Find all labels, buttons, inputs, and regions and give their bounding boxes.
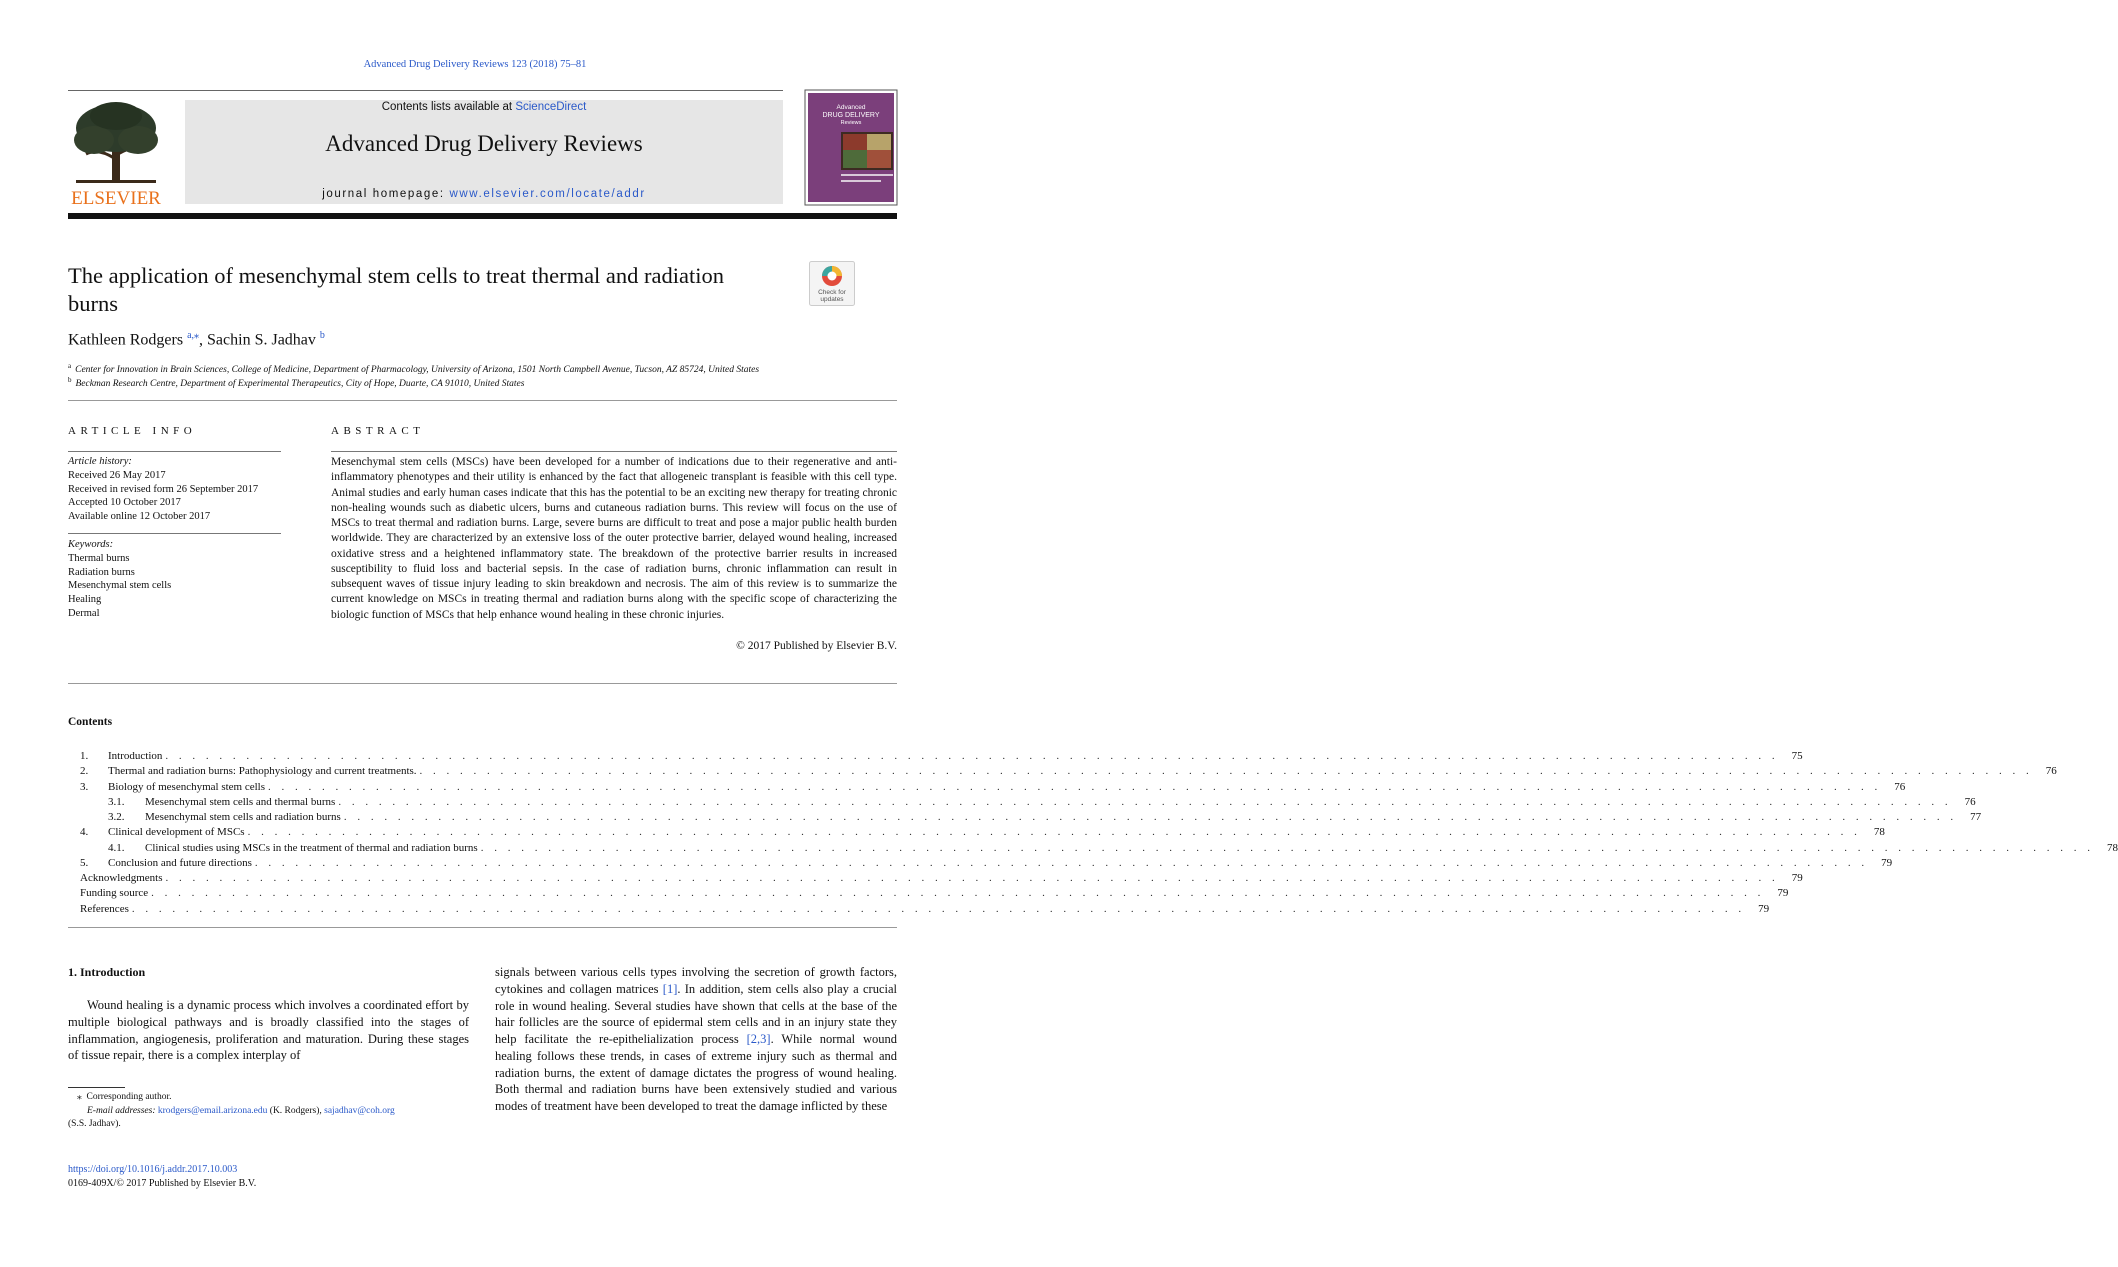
abstract-copyright: © 2017 Published by Elsevier B.V. [736,640,897,652]
reference-link[interactable]: [1] [662,981,678,996]
toc-entry[interactable] [80,841,2118,857]
toc-title[interactable]: Funding source [80,887,149,900]
email-owner: (K. Rodgers), [267,1105,325,1116]
toc-page: 78 [1873,826,1885,839]
section-divider [68,683,897,684]
toc-title[interactable]: Biology of mesenchymal stem cells [108,780,266,793]
keyword: Healing [68,594,102,606]
email-link[interactable]: krodgers@email.arizona.edu [157,1105,268,1116]
sciencedirect-link[interactable]: ScienceDirect [515,101,587,113]
journal-cover[interactable] [805,90,897,205]
corresponding-author-note: ⁎ Corresponding author. [77,1092,172,1102]
toc-number: 4.1. [108,841,125,854]
homepage-link[interactable]: www.elsevier.com/locate/addr [449,188,646,200]
article-history [68,455,258,524]
toc-leader: . . . . . . . . . . . . . . . . . . . . . . . . . . . . . . . . . . . . . . . . . . . . . . . . . . . . . . . . . . . . . . . . . . . . . . . . . . . . . . . . . . . . . . . . . . . . . . . . . . . . . . . . . . . . . . . . . . . . . . . . [480,841,2094,854]
elsevier-wordmark: ELSEVIER [71,188,161,209]
toc-page: 76 [1894,780,1906,793]
toc-entry[interactable] [80,750,1803,765]
toc-number: 4. [80,826,89,839]
abstract-heading: ABSTRACT [331,425,425,437]
article-info-rule [68,533,281,534]
toc-page: 79 [1777,887,1789,900]
toc-title[interactable]: Conclusion and future directions [108,856,252,869]
body-text-segment: . In addition, stem cells also play a crucial role in wound healing. Several studies have shown that cells at the base of the hair follicles are the source of epidermal stem cells and in an injury state they help facilitate the re-epithelialization process [495,981,897,1046]
cover-line-3: Reviews [840,120,862,126]
toc-leader: . . . . . . . . . . . . . . . . . . . . . . . . . . . . . . . . . . . . . . . . . . . . . . . . . . . . . . . . . . . . . . . . . . . . . . . . . . . . . . . . . . . . . . . . . . . . . . . . . . . . . . . . . . . . . . . . . . . . . . . . [419,765,2033,778]
introduction-paragraph-continued [495,964,897,1115]
toc-page: 78 [2106,841,2118,854]
reference-link[interactable]: [2,3] [746,1032,771,1046]
header-thick-rule [68,213,897,219]
toc-number: 3.2. [108,811,125,823]
article-title: The application of mesenchymal stem cells to treat thermal and radiation burns [68,263,725,316]
doi-link[interactable]: https://doi.org/10.1016/j.addr.2017.10.003 [68,1164,238,1175]
toc-title[interactable]: Clinical development of MSCs [108,826,245,839]
toc-entry[interactable] [80,826,1885,841]
cover-line-2: DRUG DELIVERY [822,112,880,119]
affiliation-label: a [68,362,72,370]
toc-entry[interactable] [80,811,1982,826]
author-affiliation-mark[interactable]: a,⁎ [187,330,200,341]
section-divider [68,400,897,401]
toc-page: 79 [1791,872,1803,884]
cover-line-1: Advanced [836,104,866,111]
doi-block [68,1163,256,1191]
history-item: Accepted 10 October 2017 [68,497,181,509]
toc-title[interactable]: Clinical studies using MSCs in the treatment of thermal and radiation burns [145,841,478,854]
issn-copyright: 0169-409X/© 2017 Published by Elsevier B.V. [68,1178,257,1189]
keyword: Thermal burns [68,552,130,564]
toc-page: 77 [1970,811,1982,823]
toc-number: 5. [80,856,89,869]
journal-citation[interactable]: Advanced Drug Delivery Reviews 123 (2018) 75–81 [363,59,587,70]
toc-page: 75 [1791,750,1803,762]
toc-entry[interactable] [80,780,1906,796]
affiliation-text: Beckman Research Centre, Department of Experimental Therapeutics, City of Hope, Duarte, CA 91010, United States [75,379,525,390]
keywords [68,538,171,621]
author-affiliation-mark[interactable]: b [319,330,325,341]
introduction-paragraph: Wound healing is a dynamic process which involves a coordinated effort by multiple biological pathways and is broadly classified into the stages of inflammation, angiogenesis, proliferation and maturation. During these stages of tissue repair, there is a complex interplay of [68,998,469,1063]
history-item: Received 26 May 2017 [68,469,166,481]
section-divider [68,927,897,928]
history-label: Article history: [68,456,132,467]
affiliation-b [68,376,524,389]
keywords-label: Keywords: [68,539,114,550]
journal-title: Advanced Drug Delivery Reviews [325,131,643,156]
history-item: Available online 12 October 2017 [68,511,211,523]
keyword: Dermal [68,607,100,619]
check-updates-line-2: updates [820,296,844,303]
toc-number: 3. [80,780,89,793]
toc-number: 3.1. [108,795,125,808]
toc-entry[interactable] [80,902,1770,918]
toc-title[interactable]: Introduction [108,750,163,762]
email-label: E-mail addresses: [87,1105,158,1116]
author-list [68,330,325,349]
check-updates-line-1: Check for [818,289,846,296]
introduction-heading: 1. Introduction [68,965,146,979]
toc-entry[interactable] [80,795,1976,811]
footnote-rule [68,1087,125,1088]
toc-page: 79 [1758,902,1770,915]
contents-heading: Contents [68,716,113,728]
toc-entry[interactable] [80,872,1803,887]
toc-leader: . . . . . . . . . . . . . . . . . . . . . . . . . . . . . . . . . . . . . . . . . . . . . . . . . . . . . . . . . . . . . . . . . . . . . . . . . . . . . . . . . . . . . . . . . . . . . . . . . . . . . . . . . . . . . . . . . . . . . . . . [254,856,1869,869]
author-separator: , [199,331,208,349]
toc-title[interactable]: Acknowledgments [80,872,163,884]
toc-leader: . . . . . . . . . . . . . . . . . . . . . . . . . . . . . . . . . . . . . . . . . . . . . . . . . . . . . . . . . . . . . . . . . . . . . . . . . . . . . . . . . . . . . . . . . . . . . . . . . . . . . . . . . . . . . . . . . . . . . . . . [165,872,1779,884]
keyword: Radiation burns [68,566,135,578]
toc-number: 1. [80,750,89,762]
toc-leader: . . . . . . . . . . . . . . . . . . . . . . . . . . . . . . . . . . . . . . . . . . . . . . . . . . . . . . . . . . . . . . . . . . . . . . . . . . . . . . . . . . . . . . . . . . . . . . . . . . . . . . . . . . . . . . . . . . . . . . . . [268,780,1882,793]
journal-homepage [185,188,783,200]
article-info-heading: ARTICLE INFO [68,425,197,437]
affiliation-a [68,362,759,375]
toc-leader: . . . . . . . . . . . . . . . . . . . . . . . . . . . . . . . . . . . . . . . . . . . . . . . . . . . . . . . . . . . . . . . . . . . . . . . . . . . . . . . . . . . . . . . . . . . . . . . . . . . . . . . . . . . . . . . . . . . . . . . . [131,902,1746,915]
abstract-text: Mesenchymal stem cells (MSCs) have been developed for a number of indications due to their regenerative and anti-inflammatory phenotypes and their utility is enhanced by the fact that allogeneic transplant is feasible with this cell type. Animal studies and early human cases indicate that this has the potential to be an exciting new therapy for treating chronic non-healing wounds such as diabetic ulcers, burns and cutaneous radiation burns. This review will focus on the use of MSCs to treat thermal and radiation burns. Large, severe burns are difficult to treat and pose a major public health burden worldwide. They are characterized by an extensive loss of the outer protective barrier, delayed wound healing, increased oxidative stress and a heightened inflammatory state. The breakdown of the protective barrier results in increased susceptibility to fluid loss and bacterial sepsis. In the case of radiation burns, chronic inflammation can result in subsequent waves of tissue injury leading to skin breakdown and necrosis. The aim of this review is to summarize the current knowledge on MSCs in treating thermal and radiation burns along with the specific scope of characterizing the biologic function of MSCs that help enhance wound healing in these chronic injuries. [331,456,897,621]
toc-title[interactable]: Mesenchymal stem cells and radiation burns [145,811,341,823]
toc-leader: . . . . . . . . . . . . . . . . . . . . . . . . . . . . . . . . . . . . . . . . . . . . . . . . . . . . . . . . . . . . . . . . . . . . . . . . . . . . . . . . . . . . . . . . . . . . . . . . . . . . . . . . . . . . . . . . . . . . . . . . [247,826,1861,839]
affiliation-text: Center for Innovation in Brain Sciences, College of Medicine, Department of Pharmacology, University of Arizona, 1501 North Campbell Avenue, Tucson, AZ 85724, United States [75,365,760,376]
toc-title[interactable]: Thermal and radiation burns: Pathophysiology and current treatments. [108,765,417,778]
contents-prefix: Contents lists available at [381,101,516,113]
toc-leader: . . . . . . . . . . . . . . . . . . . . . . . . . . . . . . . . . . . . . . . . . . . . . . . . . . . . . . . . . . . . . . . . . . . . . . . . . . . . . . . . . . . . . . . . . . . . . . . . . . . . . . . . . . . . . . . . . . . . . . . . [338,795,1952,808]
article-info-rule [68,451,281,452]
elsevier-logo[interactable] [68,98,164,208]
corresponding-label: Corresponding author. [86,1092,172,1102]
header-divider [68,90,783,91]
toc-leader: . . . . . . . . . . . . . . . . . . . . . . . . . . . . . . . . . . . . . . . . . . . . . . . . . . . . . . . . . . . . . . . . . . . . . . . . . . . . . . . . . . . . . . . . . . . . . . . . . . . . . . . . . . . . . . . . . . . . . . . . [151,887,1765,900]
abstract-rule [331,451,897,452]
email-owner: (S.S. Jadhav). [68,1119,121,1129]
toc-page: 76 [1964,795,1976,808]
toc-page: 79 [1881,856,1893,869]
body-text-segment: . While normal wound healing follows these trends, in cases of extreme injury such as thermal and radiation burns, the extent of damage dictates the progress of wound healing. Both thermal and radiation burns have been extensively studied and various modes of treatment have been developed to treat the damage inflicted by these [495,1032,897,1113]
homepage-prefix: journal homepage: [322,188,450,200]
email-line [68,1105,395,1119]
toc-title[interactable]: Mesenchymal stem cells and thermal burns [145,795,336,808]
author-name[interactable]: Sachin S. Jadhav [207,331,316,349]
toc-leader: . . . . . . . . . . . . . . . . . . . . . . . . . . . . . . . . . . . . . . . . . . . . . . . . . . . . . . . . . . . . . . . . . . . . . . . . . . . . . . . . . . . . . . . . . . . . . . . . . . . . . . . . . . . . . . . . . . . . . . . . [343,811,1958,823]
toc-title[interactable]: References [80,902,129,915]
body-text-segment: signals between various cells types involving the secretion of growth factors, cytokines and collagen matrices [495,965,897,996]
footnotes [68,1091,395,1132]
toc-entry[interactable] [80,765,2057,780]
toc-leader: . . . . . . . . . . . . . . . . . . . . . . . . . . . . . . . . . . . . . . . . . . . . . . . . . . . . . . . . . . . . . . . . . . . . . . . . . . . . . . . . . . . . . . . . . . . . . . . . . . . . . . . . . . . . . . . . . . . . . . . . [165,750,1779,762]
email-link[interactable]: sajadhav@coh.org [324,1105,395,1116]
check-for-updates-badge[interactable] [809,261,855,306]
toc-number: 2. [80,765,89,778]
affiliation-label: b [68,376,72,384]
toc-entry[interactable] [80,856,1893,872]
toc-page: 76 [2045,765,2057,778]
contents-availability [185,101,783,113]
history-item: Received in revised form 26 September 2017 [68,483,259,495]
author-name[interactable]: Kathleen Rodgers [68,331,184,349]
toc-entry[interactable] [80,887,1789,902]
keyword: Mesenchymal stem cells [68,580,172,592]
